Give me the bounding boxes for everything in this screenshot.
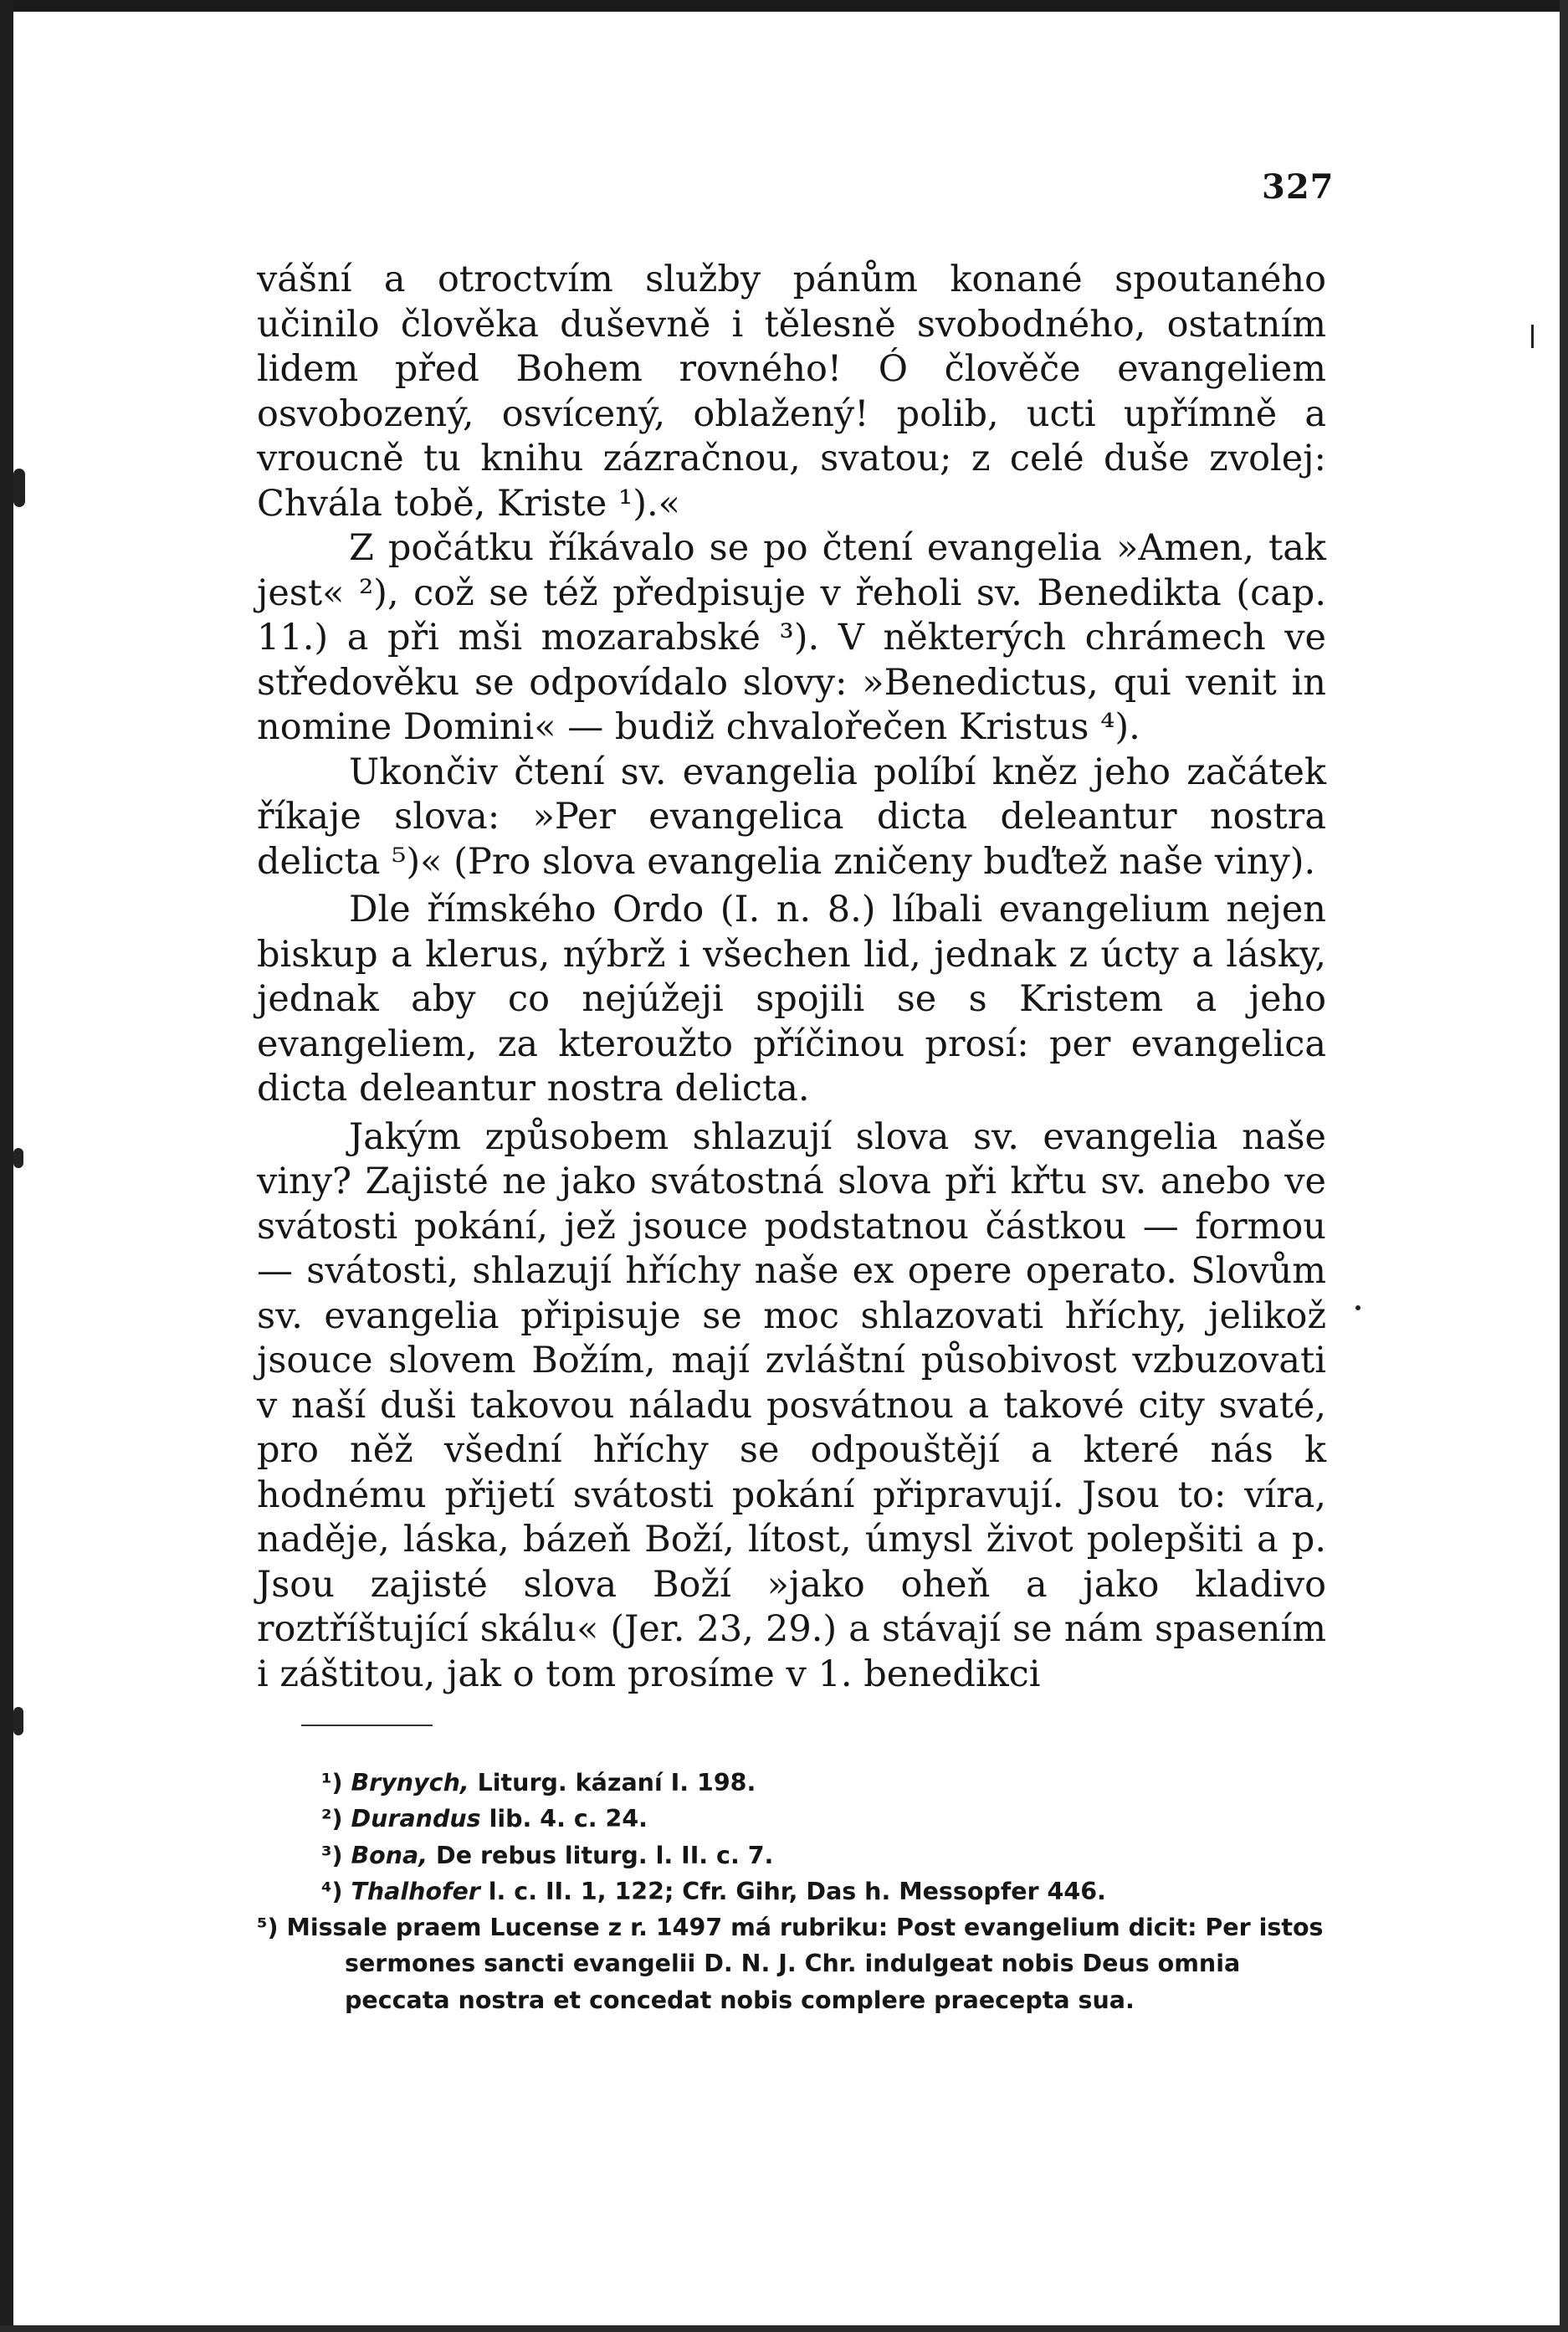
footnote-divider	[301, 1725, 433, 1726]
footnote-text: l. c. II. 1, 122; Cfr. Gihr, Das h. Messopfer 446.	[488, 1877, 1106, 1905]
footnote-author: Brynych,	[351, 1769, 469, 1796]
page-number: 327	[1262, 167, 1335, 207]
footnote-marker: ²)	[321, 1805, 343, 1833]
footnote-text: lib. 4. c. 24.	[489, 1805, 648, 1833]
scan-left-border	[0, 0, 13, 2332]
footnote-marker: ⁵)	[257, 1914, 279, 1942]
footnote-author: Bona,	[351, 1841, 428, 1869]
footnotes	[257, 1765, 1326, 2018]
binding-mark	[13, 1707, 23, 1735]
footnote-text: De rebus liturg. l. II. c. 7.	[436, 1841, 774, 1869]
footnote	[257, 1873, 1326, 1909]
binding-mark	[13, 1148, 23, 1168]
paragraph: vášní a otroctvím služby pánům konané spoutaného učinilo člověka duševně i tělesně svobodného, ostatním lidem před Bohem rovného! Ó člověče evangeliem osvobozený, osvícený, oblažený! polib, ucti upřímně a vroucně tu knihu zázračnou, svatou; z celé duše zvolej: Chvála tobě, Kriste ¹).«	[257, 259, 1326, 525]
footnote-marker: ¹)	[321, 1769, 343, 1796]
binding-mark	[13, 469, 25, 507]
footnote-text: Missale praem Lucense z r. 1497 má rubriku: Post evangelium dicit: Per istos sermones sancti evangelii D. N. J. Chr. indulgeat nobis Deus omnia peccata nostra et concedat nobis complere praecepta sua.	[286, 1914, 1324, 2014]
scan-top-border	[0, 0, 1568, 12]
margin-mark	[1355, 1305, 1360, 1310]
scan-right-border	[1560, 0, 1568, 2332]
footnote-author: Durandus	[351, 1805, 481, 1833]
footnote-marker: ³)	[321, 1841, 343, 1869]
paragraph: Dle římského Ordo (I. n. 8.) líbali evangelium nejen biskup a klerus, nýbrž i všechen lid, jednak z úcty a lásky, jednak aby co nejúžeji spojili se s Kristem a jeho evangeliem, za kteroužto příčinou prosí: per evangelica dicta deleantur nostra delicta.	[257, 889, 1326, 1110]
paragraph: Z počátku říkávalo se po čtení evangelia »Amen, tak jest« ²), což se též předpisuje v řeholi sv. Benedikta (cap. 11.) a při mši mozarabské ³). V některých chrámech ve středověku se odpovídalo slovy: »Benedictus, qui venit in nomine Domini« — budiž chvalořečen Kristus ⁴).	[257, 527, 1326, 748]
body-text	[257, 258, 1326, 1697]
footnote	[257, 1837, 1326, 1873]
footnote	[257, 1909, 1326, 2018]
footnote-marker: ⁴)	[321, 1877, 343, 1905]
paragraph: Ukončiv čtení sv. evangelia políbí kněz jeho začátek říkaje slova: »Per evangelica dicta deleantur nostra delicta ⁵)« (Pro slova evangelia zničeny buďtež naše viny).	[257, 751, 1326, 883]
paragraph: Jakým způsobem shlazují slova sv. evangelia naše viny? Zajisté ne jako svátostná slova při křtu sv. anebo ve svátosti pokání, jež jsouce podstatnou částkou — formou — svátosti, shlazují hříchy naše ex opere operato. Slovům sv. evangelia připisuje se moc shlazovati hříchy, jelikož jsouce slovem Božím, mají zvláštní působivost vzbuzovati v naší duši takovou náladu posvátnou a takové city svaté, pro něž všední hříchy se odpouštějí a které nás k hodnému přijetí svátosti pokání připravují. Jsou to: víra, naděje, láska, bázeň Boží, lítost, úmysl život polepšiti a p. Jsou zajisté slova Boží »jako oheň a jako kladivo roztříštující skálu« (Jer. 23, 29.) a stávají se nám spasením i záštitou, jak o tom prosíme v 1. benedikci	[257, 1115, 1326, 1695]
footnote-text: Liturg. kázaní I. 198.	[477, 1769, 756, 1796]
footnote	[257, 1765, 1326, 1801]
footnote	[257, 1801, 1326, 1837]
scan-bottom-border	[0, 2325, 1568, 2332]
footnote-author: Thalhofer	[351, 1877, 480, 1905]
margin-mark	[1531, 325, 1534, 348]
